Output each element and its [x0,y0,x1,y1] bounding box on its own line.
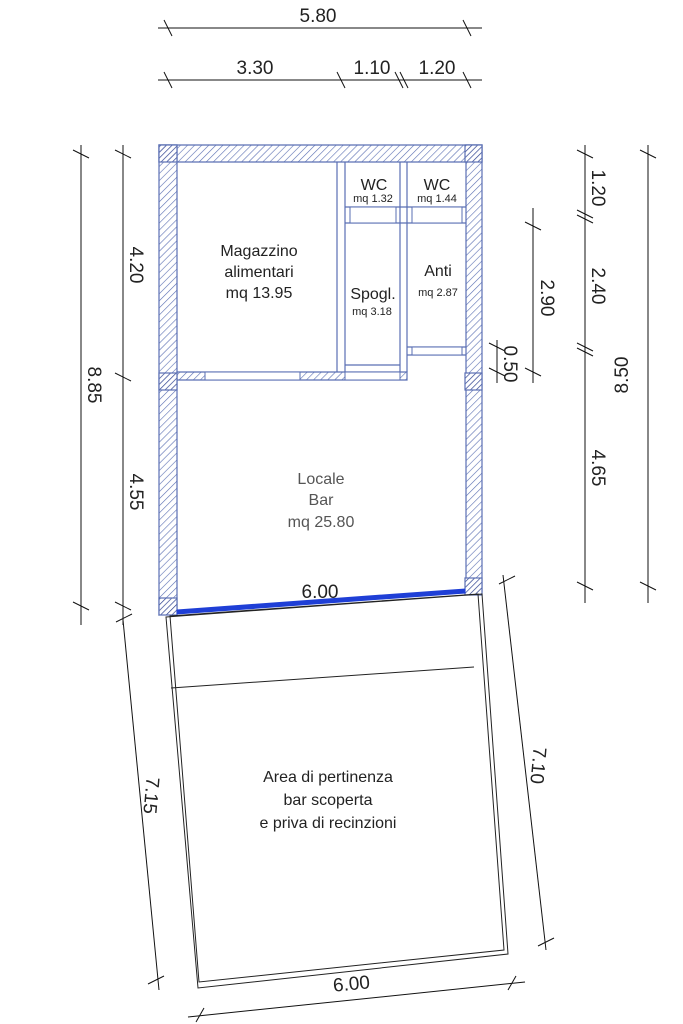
column-top-left [159,145,177,162]
right-dimension-total [612,145,656,603]
column-bottom-right [465,578,482,595]
dim-outdoor-left: 7.15 [138,776,163,815]
building [159,145,482,615]
dim-spogl-depth: 2.90 [536,279,557,317]
dim-step: 0.50 [499,345,520,383]
anti-name: Anti [424,263,452,280]
outdoor-dimension-left [116,614,164,990]
room-wc-1 [353,177,393,205]
outdoor-line-3: e priva di recinzioni [259,815,397,832]
right-dimension-spogl [525,208,557,383]
top-dimension-total [158,6,482,36]
wc1-name: WC [360,177,388,194]
outdoor-line-1: Area di pertinenza [263,769,393,786]
dim-bar-depth: 4.65 [587,449,608,487]
dim-left-upper: 4.20 [125,246,146,284]
dim-segment-2: 1.10 [353,58,391,79]
room-anti [418,263,458,299]
top-dimension-segments [158,58,482,88]
room-locale-bar [288,471,355,531]
column-bottom-left [159,598,177,615]
magazzino-area: mq 13.95 [225,285,293,302]
room-magazzino [220,243,297,302]
wall-top [159,145,482,162]
outdoor-area [166,594,508,988]
outdoor-dimension-bottom [188,972,525,1022]
dim-left-total: 8.85 [83,366,104,404]
column-mid-right [465,373,482,390]
bar-name-2: Bar [308,492,334,509]
magazzino-name-2: alimentari [224,264,294,281]
dim-right-total: 8.50 [612,356,633,394]
dim-anti-depth: 2.40 [587,267,608,305]
bar-name-1: Locale [297,471,345,488]
dim-wc-depth: 1.20 [587,169,608,207]
outdoor-dimension-right [499,575,554,950]
dim-front-width: 6.00 [301,582,339,603]
wc1-area: mq 1.32 [353,193,393,205]
wc2-area: mq 1.44 [417,193,457,205]
bar-area: mq 25.80 [287,514,355,531]
spogl-area: mq 3.18 [352,306,392,318]
left-dimension-parts [115,145,146,625]
column-top-right [465,145,482,162]
dim-total-width: 5.80 [299,6,337,27]
dim-left-lower: 4.55 [125,473,146,511]
dim-outdoor-right: 7.10 [525,746,550,785]
dim-segment-3: 1.20 [418,58,456,79]
spogl-name: Spogl. [350,286,396,303]
left-dimension-total [73,145,104,625]
column-mid-left [159,373,177,390]
outdoor-line-2: bar scoperta [283,792,373,809]
room-wc-2 [417,177,457,205]
magazzino-name-1: Magazzino [220,243,298,260]
dim-segment-1: 3.30 [236,58,274,79]
anti-area: mq 2.87 [418,287,458,299]
wall-right [466,145,482,594]
right-dimension-step [489,340,520,383]
room-spogl [350,286,395,318]
wc2-name: WC [423,177,451,194]
dim-outdoor-width: 6.00 [332,972,371,997]
right-dimension-parts [577,145,608,603]
